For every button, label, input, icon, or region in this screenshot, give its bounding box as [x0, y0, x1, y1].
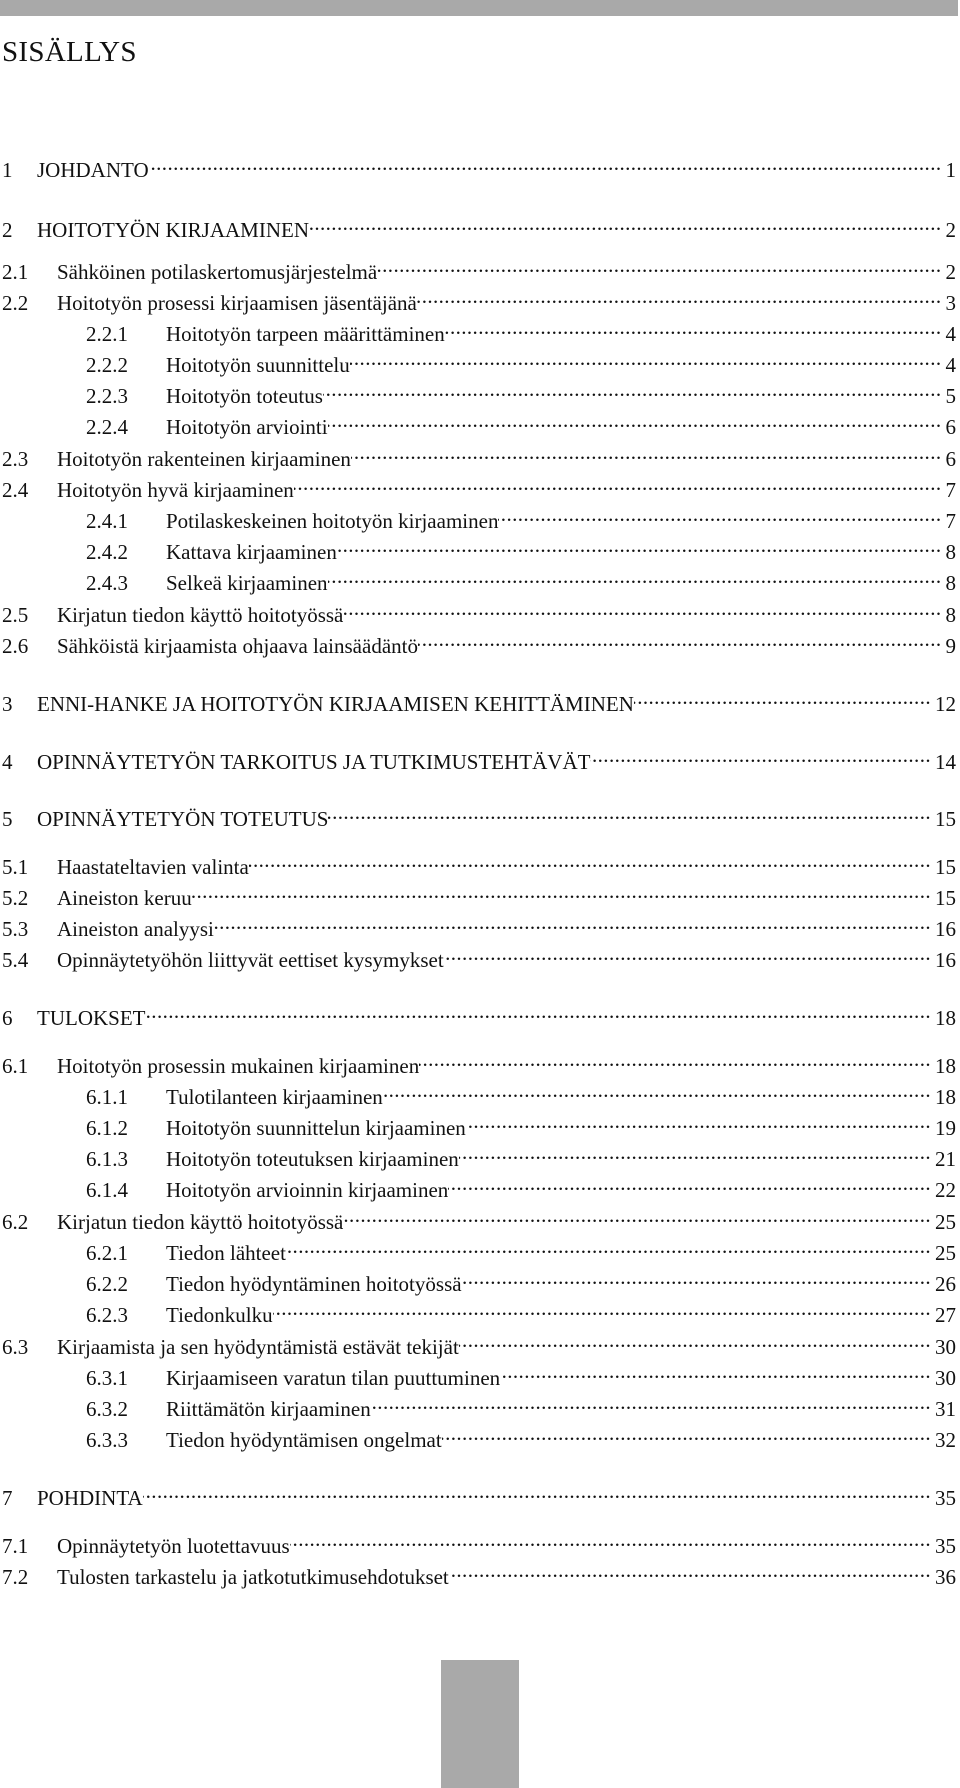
toc-entry[interactable] — [2, 908, 956, 941]
toc-entry-page: 31 — [935, 1397, 956, 1421]
toc-dot-leader — [149, 149, 942, 177]
toc-dot-leader — [634, 683, 931, 711]
toc-entry[interactable] — [86, 562, 956, 595]
toc-entry-page: 16 — [935, 917, 956, 941]
toc-dot-leader — [445, 313, 942, 341]
toc-entry[interactable] — [86, 1419, 956, 1452]
toc-dot-leader — [466, 1107, 931, 1135]
toc-entry-page: 22 — [935, 1178, 956, 1202]
toc-entry-page: 25 — [935, 1241, 956, 1265]
toc-entry-page: 5 — [945, 384, 956, 408]
toc-dot-leader — [383, 1076, 931, 1104]
toc-entry[interactable] — [2, 149, 956, 182]
toc-entry[interactable] — [2, 469, 956, 502]
footer-block — [441, 1660, 519, 1788]
toc-entry-title: Tulotilanteen kirjaaminen — [166, 1085, 383, 1109]
toc-entry-page: 9 — [945, 634, 956, 658]
toc-entry-number: 2.6 — [2, 634, 29, 658]
toc-entry-page: 2 — [945, 218, 956, 242]
toc-entry[interactable] — [86, 1169, 956, 1202]
toc-entry-title: Kirjaamiseen varatun tilan puuttuminen — [166, 1366, 501, 1390]
toc-entry-number: 6.1.3 — [86, 1147, 128, 1171]
toc-entry-number: 5.1 — [2, 855, 29, 879]
toc-dot-leader — [448, 1169, 931, 1197]
toc-dot-leader — [323, 375, 942, 403]
toc-entry-page: 16 — [935, 948, 956, 972]
toc-entry-number: 5.3 — [2, 917, 29, 941]
toc-entry-number: 6.3.3 — [86, 1428, 128, 1452]
toc-entry-title: Tiedon hyödyntäminen hoitotyössä — [166, 1272, 462, 1296]
toc-entry[interactable] — [2, 877, 956, 910]
toc-entry[interactable] — [86, 1357, 956, 1390]
toc-entry[interactable] — [2, 683, 956, 716]
toc-entry[interactable] — [2, 1326, 956, 1359]
toc-entry[interactable] — [2, 251, 956, 284]
toc-entry-title: HOITOTYÖN KIRJAAMINEN — [37, 218, 310, 242]
toc-entry[interactable] — [2, 1525, 956, 1558]
toc-entry-title: Opinnäytetyöhön liittyvät eettiset kysymykset — [57, 948, 444, 972]
toc-entry-page: 18 — [935, 1006, 956, 1030]
toc-entry[interactable] — [2, 846, 956, 879]
toc-entry[interactable] — [2, 1201, 956, 1234]
toc-entry-page: 30 — [935, 1335, 956, 1359]
toc-dot-leader — [350, 344, 942, 372]
toc-entry-number: 5 — [2, 807, 13, 831]
toc-dot-leader — [459, 1326, 931, 1354]
toc-entry-page: 35 — [935, 1486, 956, 1510]
toc-entry-title: Hoitotyön toteutus — [166, 384, 323, 408]
toc-entry-title: Hoitotyön suunnittelu — [166, 353, 350, 377]
toc-entry-number: 2.1 — [2, 260, 29, 284]
toc-entry-number: 6.2.2 — [86, 1272, 128, 1296]
toc-dot-leader — [417, 282, 942, 310]
toc-entry-page: 18 — [935, 1054, 956, 1078]
toc-entry-number: 2.4.1 — [86, 509, 128, 533]
toc-dot-leader — [249, 846, 931, 874]
toc-entry-title: Tiedon hyödyntämisen ongelmat — [166, 1428, 442, 1452]
toc-entry-title: Hoitotyön prosessi kirjaamisen jäsentäjänä — [57, 291, 417, 315]
toc-entry-number: 2.4 — [2, 478, 29, 502]
toc-dot-leader — [294, 469, 942, 497]
toc-dot-leader — [351, 438, 942, 466]
toc-entry-title: ENNI-HANKE JA HOITOTYÖN KIRJAAMISEN KEHITTÄMINEN — [37, 692, 634, 716]
toc-entry-page: 6 — [945, 415, 956, 439]
toc-entry-title: Hoitotyön rakenteinen kirjaaminen — [57, 447, 351, 471]
toc-dot-leader — [442, 1419, 931, 1447]
toc-entry-number: 6.1.4 — [86, 1178, 128, 1202]
toc-entry-title: Hoitotyön prosessin mukainen kirjaaminen — [57, 1054, 420, 1078]
toc-entry-title: OPINNÄYTETYÖN TOTEUTUS — [37, 807, 329, 831]
toc-entry-number: 2.4.3 — [86, 571, 128, 595]
toc-entry[interactable] — [86, 500, 956, 533]
toc-entry-page: 15 — [935, 855, 956, 879]
toc-entry[interactable] — [86, 406, 956, 439]
toc-entry[interactable] — [86, 375, 956, 408]
toc-entry[interactable] — [86, 1076, 956, 1109]
toc-entry-title: Tiedonkulku — [166, 1303, 273, 1327]
toc-dot-leader — [337, 531, 942, 559]
toc-entry-page: 25 — [935, 1210, 956, 1234]
toc-entry-number: 7 — [2, 1486, 13, 1510]
toc-entry[interactable] — [86, 1294, 956, 1327]
toc-entry-number: 6.1.1 — [86, 1085, 128, 1109]
toc-entry-title: JOHDANTO — [37, 158, 149, 182]
toc-entry-page: 12 — [935, 692, 956, 716]
toc-entry-number: 2.2.3 — [86, 384, 128, 408]
toc-entry-page: 15 — [935, 807, 956, 831]
toc-dot-leader — [590, 741, 931, 769]
toc-entry-number: 6.1 — [2, 1054, 29, 1078]
toc-entry-number: 6.1.2 — [86, 1116, 128, 1140]
toc-entry-number: 6.2.3 — [86, 1303, 128, 1327]
toc-entry[interactable] — [86, 1138, 956, 1171]
toc-entry[interactable] — [2, 1477, 956, 1510]
toc-entry-title: Riittämätön kirjaaminen — [166, 1397, 371, 1421]
toc-entry-number: 5.4 — [2, 948, 29, 972]
toc-entry[interactable] — [2, 625, 956, 658]
toc-entry-number: 2.2 — [2, 291, 29, 315]
toc-entry-page: 21 — [935, 1147, 956, 1171]
toc-entry[interactable] — [2, 1556, 956, 1589]
toc-dot-leader — [273, 1294, 931, 1322]
toc-dot-leader — [500, 1357, 931, 1385]
toc-entry-title: Hoitotyön tarpeen määrittäminen — [166, 322, 445, 346]
toc-entry[interactable] — [2, 798, 956, 831]
toc-entry-title: Hoitotyön arviointi — [166, 415, 328, 439]
toc-dot-leader — [462, 1263, 931, 1291]
toc-dot-leader — [146, 997, 932, 1025]
toc-entry-number: 6 — [2, 1006, 13, 1030]
toc-entry-page: 15 — [935, 886, 956, 910]
toc-dot-leader — [444, 939, 931, 967]
toc-dot-leader — [290, 1525, 931, 1553]
toc-entry-title: Hoitotyön hyvä kirjaaminen — [57, 478, 294, 502]
toc-entry-number: 7.2 — [2, 1565, 29, 1589]
toc-entry[interactable] — [2, 209, 956, 242]
toc-entry-number: 5.2 — [2, 886, 29, 910]
toc-entry-page: 8 — [945, 603, 956, 627]
toc-dot-leader — [419, 1045, 931, 1073]
toc-dot-leader — [309, 209, 941, 237]
toc-entry-title: Aineiston keruu — [57, 886, 192, 910]
toc-dot-leader — [343, 1201, 931, 1229]
toc-entry-page: 4 — [945, 322, 956, 346]
toc-entry-number: 6.3 — [2, 1335, 29, 1359]
toc-dot-leader — [459, 1138, 931, 1166]
toc-entry-title: Sähköistä kirjaamista ohjaava lainsäädäntö — [57, 634, 418, 658]
toc-entry-title: POHDINTA — [37, 1486, 143, 1510]
toc-entry[interactable] — [86, 1388, 956, 1421]
toc-entry-number: 2.2.2 — [86, 353, 128, 377]
toc-entry-number: 1 — [2, 158, 13, 182]
toc-dot-leader — [328, 406, 942, 434]
toc-entry-number: 6.2.1 — [86, 1241, 128, 1265]
page-title: SISÄLLYS — [2, 36, 137, 68]
toc-entry-title: Potilaskeskeinen hoitotyön kirjaaminen — [166, 509, 499, 533]
toc-dot-leader — [449, 1556, 931, 1584]
toc-entry-number: 2 — [2, 218, 13, 242]
toc-dot-leader — [328, 798, 931, 826]
toc-entry-page: 3 — [945, 291, 956, 315]
toc-dot-leader — [214, 908, 931, 936]
toc-dot-leader — [328, 562, 942, 590]
toc-dot-leader — [192, 877, 931, 905]
toc-entry[interactable] — [86, 344, 956, 377]
toc-entry-page: 1 — [945, 158, 956, 182]
toc-entry[interactable] — [2, 939, 956, 972]
toc-entry-number: 7.1 — [2, 1534, 29, 1558]
toc-entry-title: Kirjaamista ja sen hyödyntämistä estävät tekijät — [57, 1335, 459, 1359]
toc-entry-page: 8 — [945, 571, 956, 595]
toc-entry[interactable] — [86, 531, 956, 564]
toc-entry-page: 18 — [935, 1085, 956, 1109]
toc-dot-leader — [286, 1232, 931, 1260]
toc-entry-number: 6.3.1 — [86, 1366, 128, 1390]
toc-entry-page: 7 — [945, 509, 956, 533]
toc-dot-leader — [371, 1388, 931, 1416]
toc-entry-number: 2.5 — [2, 603, 29, 627]
toc-entry-number: 2.2.1 — [86, 322, 128, 346]
toc-entry-title: OPINNÄYTETYÖN TARKOITUS JA TUTKIMUSTEHTÄVÄT — [37, 750, 591, 774]
toc-entry-title: TULOKSET — [37, 1006, 146, 1030]
toc-dot-leader — [498, 500, 941, 528]
toc-dot-leader — [377, 251, 941, 279]
toc-entry-page: 4 — [945, 353, 956, 377]
toc-entry-title: Tulosten tarkastelu ja jatkotutkimusehdotukset — [57, 1565, 449, 1589]
toc-entry-number: 3 — [2, 692, 13, 716]
toc-entry-page: 19 — [935, 1116, 956, 1140]
toc-entry-number: 2.3 — [2, 447, 29, 471]
toc-entry-title: Kirjatun tiedon käyttö hoitotyössä — [57, 603, 344, 627]
toc-dot-leader — [343, 594, 941, 622]
toc-entry-title: Hoitotyön arvioinnin kirjaaminen — [166, 1178, 449, 1202]
toc-entry-title: Hoitotyön toteutuksen kirjaaminen — [166, 1147, 459, 1171]
toc-entry[interactable] — [86, 1263, 956, 1296]
toc-entry[interactable] — [2, 1045, 956, 1078]
toc-entry-page: 7 — [945, 478, 956, 502]
toc-entry[interactable] — [2, 741, 956, 774]
toc-entry-title: Sähköinen potilaskertomusjärjestelmä — [57, 260, 378, 284]
toc-entry-number: 6.2 — [2, 1210, 29, 1234]
toc-entry-title: Kattava kirjaaminen — [166, 540, 337, 564]
toc-entry-title: Tiedon lähteet — [166, 1241, 286, 1265]
toc-entry-page: 32 — [935, 1428, 956, 1452]
toc-entry[interactable] — [86, 313, 956, 346]
toc-entry-page: 6 — [945, 447, 956, 471]
toc-entry-page: 26 — [935, 1272, 956, 1296]
toc-entry-page: 35 — [935, 1534, 956, 1558]
toc-entry[interactable] — [2, 282, 956, 315]
toc-dot-leader — [418, 625, 942, 653]
toc-entry-page: 36 — [935, 1565, 956, 1589]
toc-entry[interactable] — [86, 1107, 956, 1140]
toc-entry-title: Opinnäytetyön luotettavuus — [57, 1534, 290, 1558]
toc-entry-title: Haastateltavien valinta — [57, 855, 249, 879]
toc-entry[interactable] — [2, 997, 956, 1030]
toc-dot-leader — [143, 1477, 931, 1505]
toc-entry-page: 14 — [935, 750, 956, 774]
toc-entry-title: Aineiston analyysi — [57, 917, 214, 941]
toc-entry[interactable] — [86, 1232, 956, 1265]
toc-entry-title: Selkeä kirjaaminen — [166, 571, 328, 595]
toc-entry[interactable] — [2, 438, 956, 471]
toc-entry-page: 2 — [945, 260, 956, 284]
toc-entry[interactable] — [2, 594, 956, 627]
toc-entry-number: 6.3.2 — [86, 1397, 128, 1421]
toc-entry-page: 8 — [945, 540, 956, 564]
toc-entry-page: 30 — [935, 1366, 956, 1390]
toc-entry-number: 2.2.4 — [86, 415, 128, 439]
toc-entry-number: 4 — [2, 750, 13, 774]
toc-entry-title: Kirjatun tiedon käyttö hoitotyössä — [57, 1210, 344, 1234]
toc-entry-number: 2.4.2 — [86, 540, 128, 564]
toc-entry-page: 27 — [935, 1303, 956, 1327]
toc-entry-title: Hoitotyön suunnittelun kirjaaminen — [166, 1116, 466, 1140]
